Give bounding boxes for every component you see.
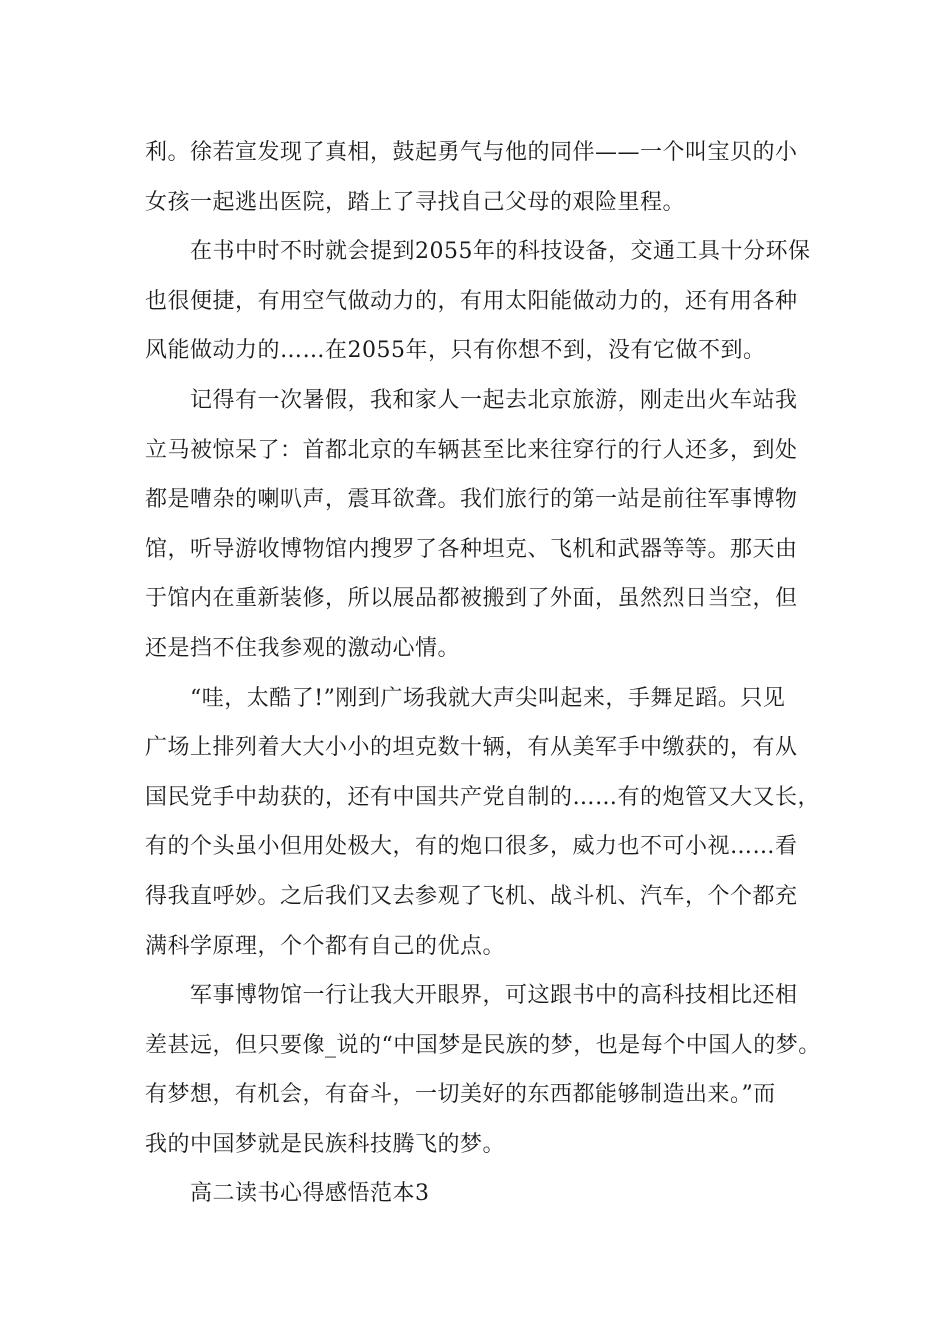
text-line: 还是挡不住我参观的激动心情。 (145, 635, 461, 661)
text-line: 我的中国梦就是民族科技腾飞的梦。 (145, 1131, 506, 1157)
text-line: 得我直呼妙。之后我们又去参观了飞机、战斗机、汽车，个个都充 (145, 883, 798, 909)
paragraph-start-line: 在书中时不时就会提到2055年的科技设备，交通工具十分环保 (190, 239, 811, 265)
text-line: 有梦想，有机会，有奋斗，一切美好的东西都能够制造出来。”而 (145, 1082, 776, 1108)
paragraph-start-line: 军事博物馆一行让我大开眼界，可这跟书中的高科技相比还相 (190, 983, 798, 1009)
section-heading: 高二读书心得感悟范本3 (190, 1181, 430, 1207)
text-line: 也很便捷，有用空气做动力的，有用太阳能做动力的，还有用各种 (145, 288, 798, 314)
text-line: 国民党手中劫获的，还有中国共产党自制的……有的炮管又大又长， (145, 784, 821, 810)
text-line: 差甚远，但只要像_说的“中国梦是民族的梦，也是每个中国人的梦。 (145, 1032, 821, 1058)
text-line: 于馆内在重新装修，所以展品都被搬到了外面，虽然烈日当空，但 (145, 586, 798, 612)
text-line: 满科学原理，个个都有自己的优点。 (145, 933, 506, 959)
text-line: 风能做动力的……在2055年，只有你想不到，没有它做不到。 (145, 338, 766, 364)
text-line: 都是嘈杂的喇叭声，震耳欲聋。我们旅行的第一站是前往军事博物 (145, 487, 798, 513)
text-line: 馆，听导游收博物馆内搜罗了各种坦克、飞机和武器等等。那天由 (145, 536, 798, 562)
paragraph-start-line: 记得有一次暑假，我和家人一起去北京旅游，刚走出火车站我 (190, 387, 798, 413)
document-body (145, 128, 821, 1219)
text-line: 广场上排列着大大小小的坦克数十辆，有从美军手中缴获的，有从 (145, 735, 798, 761)
text-line: 女孩一起逃出医院，踏上了寻找自己父母的艰险里程。 (145, 189, 686, 215)
text-line: 立马被惊呆了：首都北京的车辆甚至比来往穿行的行人还多，到处 (145, 437, 798, 463)
paragraph-start-line: “哇，太酷了!”刚到广场我就大声尖叫起来，手舞足蹈。只见 (190, 685, 786, 711)
text-line: 有的个头虽小但用处极大，有的炮口很多，威力也不可小视……看 (145, 834, 798, 860)
text-line: 利。徐若宣发现了真相，鼓起勇气与他的同伴——一个叫宝贝的小 (145, 140, 798, 165)
